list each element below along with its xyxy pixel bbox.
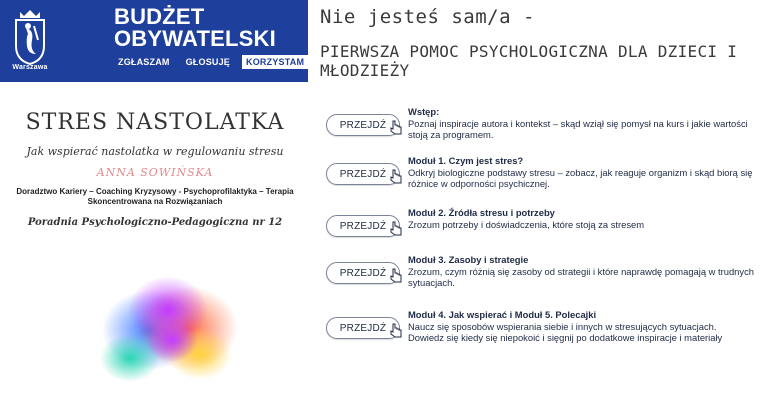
course-title	[320, 6, 760, 80]
module-intro	[326, 106, 756, 146]
brand-title-line2: OBYWATELSKI	[114, 26, 276, 51]
course-title-line2: PIERWSZA POMOC PSYCHOLOGICZNA DLA DZIECI I MŁODZIEŻY	[320, 42, 738, 80]
module-description: Odkryj biologiczne podstawy stresu – zobacz, jak reaguje organizm i skąd biorą się różnice w odporności psychicznej.	[408, 166, 753, 189]
module-text	[408, 254, 754, 289]
module-description: Poznaj inspiracje autora i kontekst – skąd wziął się pomysł na kurs i jakie wartości stoją za programem.	[408, 117, 748, 140]
module-text	[408, 207, 754, 230]
module-title: Moduł 4. Jak wspierać i Moduł 5. Polecajki	[408, 309, 597, 320]
module-title: Moduł 3. Zasoby i strategie	[408, 254, 529, 265]
module-1	[326, 155, 756, 195]
organization-name: Poradnia Psychologiczno-Pedagogiczna nr 12	[27, 217, 283, 228]
pointing-hand-icon	[389, 220, 403, 236]
crest-label: Warszawa	[12, 64, 48, 71]
color-splash-image	[80, 258, 260, 404]
module-description: Naucz się sposobów wspierania siebie i innych w stresujących sytuacjach. Dowiedz się kiedy się niepokoić i sięgnij po dodatkowe inspiracje i materiały	[408, 320, 723, 343]
subtitle: Jak wspierać nastolatka w regulowaniu stresu	[26, 145, 284, 158]
module-3	[326, 254, 756, 294]
go-button-module-1[interactable]: PRZEJDŹ	[326, 163, 400, 185]
module-4-5	[326, 309, 756, 349]
pointing-hand-icon	[389, 322, 403, 338]
author-roles: Doradztwo Kariery – Coaching Kryzysowy - Psychoprofilaktyka – Terapia Skoncentrowana na Rozwiązaniach	[16, 187, 294, 206]
brand-title-line1: BUDŻET	[114, 4, 205, 29]
author-name: ANNA SOWIŃSKA	[96, 166, 214, 179]
pointing-hand-icon	[389, 119, 403, 135]
module-title: Moduł 1. Czym jest stres?	[408, 155, 524, 166]
nav-zglaszam[interactable]: ZGŁASZAM	[118, 57, 170, 67]
module-text	[408, 155, 754, 190]
nav-korzystam[interactable]: KORZYSTAM	[242, 55, 308, 69]
nav-glosuje[interactable]: GŁOSUJĘ	[185, 57, 231, 67]
module-description: Zrozum potrzeby i doświadczenia, które stoją za stresem	[408, 218, 645, 230]
warsaw-crest-icon	[12, 6, 48, 68]
module-2	[326, 207, 756, 247]
module-description: Zrozum, czym różnią się zasoby od strategii i które naprawdę pomagają w trudnych sytuacjach.	[408, 265, 754, 288]
pointing-hand-icon	[389, 168, 403, 184]
module-title: Moduł 2. Źródła stresu i potrzeby	[408, 207, 555, 218]
budget-banner	[0, 0, 308, 82]
go-button-module-4-5[interactable]: PRZEJDŹ	[326, 317, 400, 339]
brand-nav	[114, 55, 308, 69]
module-text	[408, 106, 754, 141]
go-button-intro[interactable]: PRZEJDŹ	[326, 114, 400, 136]
course-title-line1: Nie jesteś sam/a -	[320, 6, 535, 28]
course-info-panel	[0, 110, 310, 228]
module-title: Wstęp:	[408, 106, 440, 117]
module-text	[408, 309, 754, 344]
go-button-module-2[interactable]: PRZEJDŹ	[326, 215, 400, 237]
page-title: STRES NASTOLATKA	[25, 110, 285, 135]
pointing-hand-icon	[389, 267, 403, 283]
go-button-module-3[interactable]: PRZEJDŹ	[326, 262, 400, 284]
